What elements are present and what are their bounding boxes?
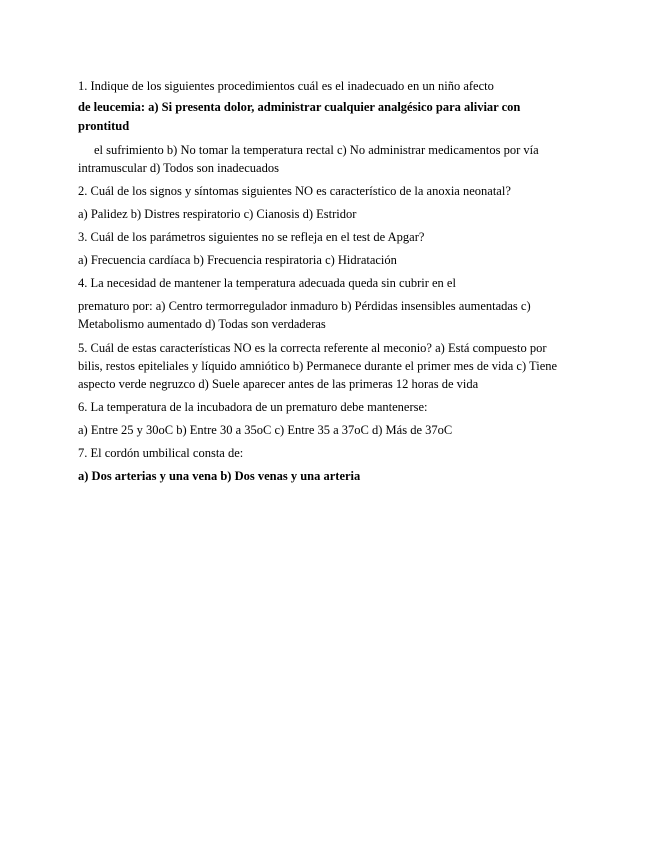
question-6-text: 6. La temperatura de la incubadora de un prematuro debe mantenerse: — [78, 400, 428, 414]
question-6-options: a) Entre 25 y 30oC b) Entre 30 a 35oC c) Entre 35 a 37oC d) Más de 37oC — [78, 423, 453, 437]
question-3-options: a) Frecuencia cardíaca b) Frecuencia respiratoria c) Hidratación — [78, 253, 397, 267]
question-1-option-a: de leucemia: a) Si presenta dolor, administrar cualquier analgésico para aliviar con — [78, 100, 521, 114]
question-7-options: a) Dos arterias y una vena b) Dos venas y una arteria — [78, 469, 361, 483]
question-4-text: 4. La necesidad de mantener la temperatura adecuada queda sin cubrir en el — [78, 276, 456, 290]
question-5-options: bilis, restos epiteliales y líquido amniótico b) Permanece durante el primer mes de vida c) Tiene — [78, 359, 558, 373]
question-7-text: 7. El cordón umbilical consta de: — [78, 446, 244, 460]
question-1-option-d: intramuscular d) Todos son inadecuados — [78, 161, 279, 175]
question-4-options: prematuro por: a) Centro termorregulador inmaduro b) Pérdidas insensibles aumentadas c) — [78, 299, 531, 313]
question-2-text: 2. Cuál de los signos y síntomas siguientes NO es característico de la anoxia neonatal? — [78, 184, 511, 198]
question-1-text: 1. Indique de los siguientes procedimientos cuál es el inadecuado en un niño afecto — [78, 79, 494, 93]
question-5-options-continued: aspecto verde negruzco d) Suele aparecer antes de las primeras 12 horas de vida — [78, 377, 479, 391]
question-1-option-a-continued: prontitud — [78, 119, 130, 133]
question-2-options: a) Palidez b) Distres respiratorio c) Cianosis d) Estridor — [78, 207, 357, 221]
question-5-text: 5. Cuál de estas características NO es la correcta referente al meconio? a) Está compuesto por — [78, 341, 547, 355]
question-3-text: 3. Cuál de los parámetros siguientes no se refleja en el test de Apgar? — [78, 230, 425, 244]
question-1-options-b-c: el sufrimiento b) No tomar la temperatura rectal c) No administrar medicamentos por vía — [94, 143, 539, 157]
question-4-options-continued: Metabolismo aumentado d) Todas son verdaderas — [78, 317, 326, 331]
